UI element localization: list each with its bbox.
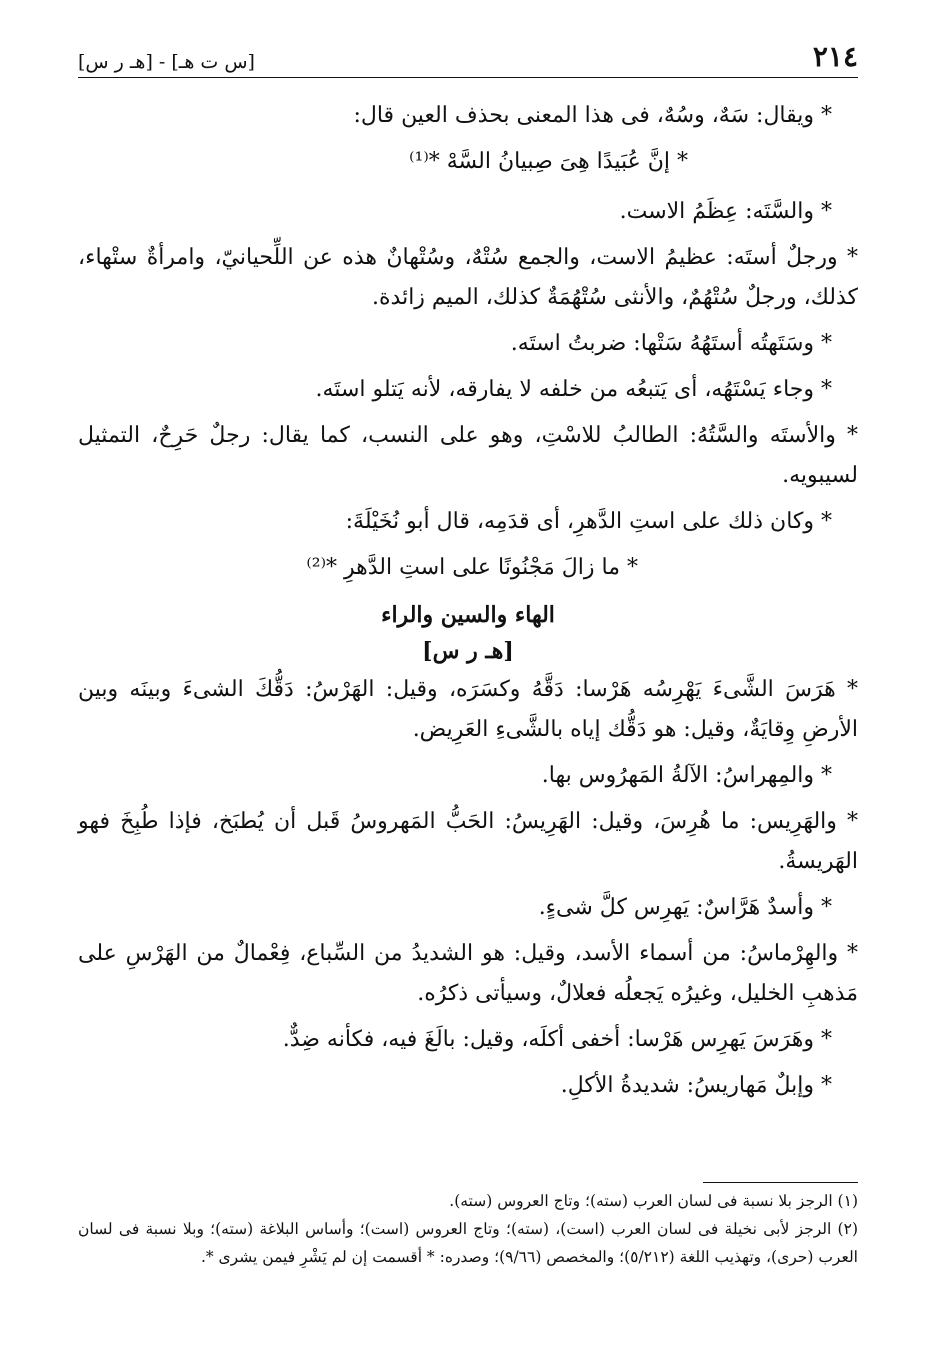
root-heading: [هـ ر س] <box>422 638 514 664</box>
verse-1: * إنَّ عُبَيدًا هِىَ صِبيانُ السَّهْ *⁽¹⁾ <box>409 149 688 174</box>
entry-hirmas: * والهِرْماسُ: من أسماء الأسد، وقيل: هو الشديدُ من السِّباع، فِعْمالٌ من الهَرْسِ على مَذهبِ الخليل، وغيرُه يَجعلُه فعلالٌ، وسيأتى ذكرُه. <box>78 941 858 1006</box>
verse-2: * ما زالَ مَجْنُونًا على استِ الدَّهرِ *⁽²⁾ <box>306 555 638 580</box>
entry-harras: * وأسدٌ هَرَّاسٌ: يَهرِس كلَّ شىءٍ. <box>538 895 832 920</box>
entry-harasa: * هَرَسَ الشَّىءَ يَهْرِسُه هَرْسا: دَقَّهُ وكسَرَه، وقيل: الهَرْسُ: دَقُّكَ الشىءَ وبينَه وبين الأرضِ وِقايَةٌ، وقيل: هو دَقُّك إياه بالشَّىءِ العَرِيض. <box>78 677 858 742</box>
footnote-1: (١) الرجز بلا نسبة فى لسان العرب (سته)؛ وتاج العروس (سته). <box>449 1192 858 1210</box>
section-title: الهاء والسين والراء <box>381 602 555 628</box>
footnotes <box>78 1182 858 1271</box>
entry-maharis: * وإبلٌ مَهاريسُ: شديدةُ الأكلِ. <box>560 1073 832 1098</box>
entry-harasa-akl: * وهَرَسَ يَهرِس هَرْسا: أخفى أكلَه، وقيل: بالَغَ فيه، فكأنه ضِدٌّ. <box>282 1027 832 1052</box>
entry-haris: * والهَرِيس: ما هُرِسَ، وقيل: الهَرِيسُ: الحَبُّ المَهروسُ قَبل أن يُطبَخ، فإذا طُبِخَ فهو الهَريسةُ. <box>78 809 858 874</box>
footnote-rule <box>703 1182 858 1183</box>
entry-ist-al-dahr: * وكان ذلك على استِ الدَّهرِ، أى قدَمِه، قال أبو نُخَيْلَةَ: <box>345 509 832 534</box>
running-head-label: [س ت هـ] - [هـ ر س] <box>78 51 255 73</box>
entry-sataah: * والسَّتَه: عِظَمُ الاست. <box>619 199 832 224</box>
entry-mihras: * والمِهراسُ: الآلةُ المَهرُوس بها. <box>541 763 832 788</box>
entry-yastahuh: * وجاء يَسْتَهُه، أى يَتبعُه من خلفه لا يفارقه، لأنه يَتلو استَه. <box>315 377 832 402</box>
entry-sah: * ويقال: سَهٌ، وسُهٌ، فى هذا المعنى بحذف العين قال: <box>353 103 832 128</box>
running-head <box>78 40 858 78</box>
entry-satahtuh: * وسَتَهتُه أستَهُهُ سَتْها: ضربتُ استَه. <box>510 331 832 356</box>
footnote-2: (٢) الرجز لأبى نخيلة فى لسان العرب (است)، (سته)؛ وتاج العروس (است)؛ وأساس البلاغة (سته)؛ وبلا نسبة فى لسان العرب (حرى)، وتهذيب اللغة (٥/٢١٢)؛ والمخصص (٩/٦٦)؛ وصدره: * أقسمت إن لم يَشْرِ فيمن يشرى *. <box>78 1220 858 1266</box>
entry-rajul-astah: * ورجلٌ أستَه: عظيمُ الاست، والجمع سُتْهٌ، وسُتْهانٌ هذه عن اللِّحيانيّ، وامرأةٌ ستْهاء، كذلك، ورجلٌ سُتْهُمٌ، والأنثى سُتْهُمَةٌ كذلك، الميم زائدة. <box>78 245 858 310</box>
page-number: ٢١٤ <box>812 40 858 73</box>
entry-al-astah: * والأستَه والسَّتُهُ: الطالبُ للاسْتِ، وهو على النسب، كما يقال: رجلٌ حَرِحٌ، التمثيل لسيبويه. <box>78 423 858 488</box>
